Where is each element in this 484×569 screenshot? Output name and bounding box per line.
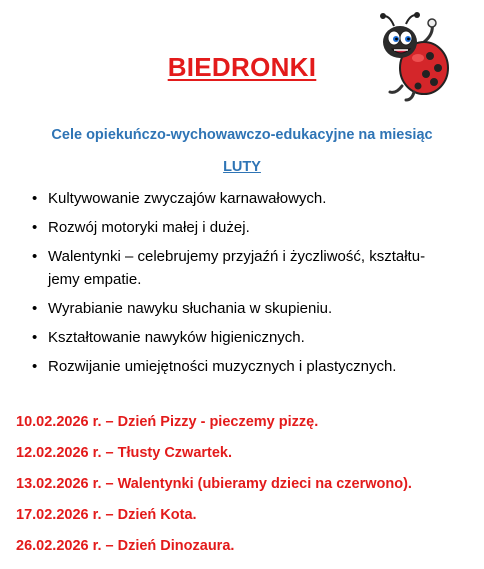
events-list — [16, 414, 476, 569]
goal-text: Wyrabianie nawyku słuchania w skupieniu. — [48, 300, 333, 317]
goals-subtitle: Cele opiekuńczo-wychowawczo-edukacyjne na miesiąc — [51, 127, 433, 143]
event-item: 26.02.2026 r. – Dzień Dinozaura. — [16, 538, 235, 554]
list-item — [30, 245, 470, 291]
event-item: 13.02.2026 r. – Walentynki (ubieramy dzieci na czerwono). — [16, 476, 412, 492]
goals-list — [30, 187, 470, 384]
bullet-icon: • — [32, 248, 38, 265]
list-item — [30, 297, 470, 320]
list-item — [30, 326, 470, 349]
goal-text: Kultywowanie zwyczajów karnawałowych. — [48, 190, 327, 207]
bullet-icon: • — [32, 219, 38, 236]
event-item: 10.02.2026 r. – Dzień Pizzy - pieczemy pizzę. — [16, 414, 319, 430]
ladybug-icon — [372, 12, 452, 102]
goal-text: Walentynki – celebrujemy przyjaźń i życzliwość, kształtu- jemy empatie. — [48, 248, 426, 288]
goal-text: Kształtowanie nawyków higienicznych. — [48, 329, 305, 346]
list-item — [30, 187, 470, 210]
list-item — [30, 216, 470, 239]
list-item — [30, 355, 470, 378]
month-heading: LUTY — [223, 159, 261, 175]
goal-text: Rozwijanie umiejętności muzycznych i plastycznych. — [48, 358, 397, 375]
bullet-icon: • — [32, 329, 38, 346]
event-item: 12.02.2026 r. – Tłusty Czwartek. — [16, 445, 233, 461]
bullet-icon: • — [32, 358, 38, 375]
goal-text: Rozwój motoryki małej i dużej. — [48, 219, 250, 236]
page-title: BIEDRONKI — [167, 52, 317, 82]
event-item: 17.02.2026 r. – Dzień Kota. — [16, 507, 197, 523]
bullet-icon: • — [32, 300, 38, 317]
bullet-icon: • — [32, 190, 38, 207]
